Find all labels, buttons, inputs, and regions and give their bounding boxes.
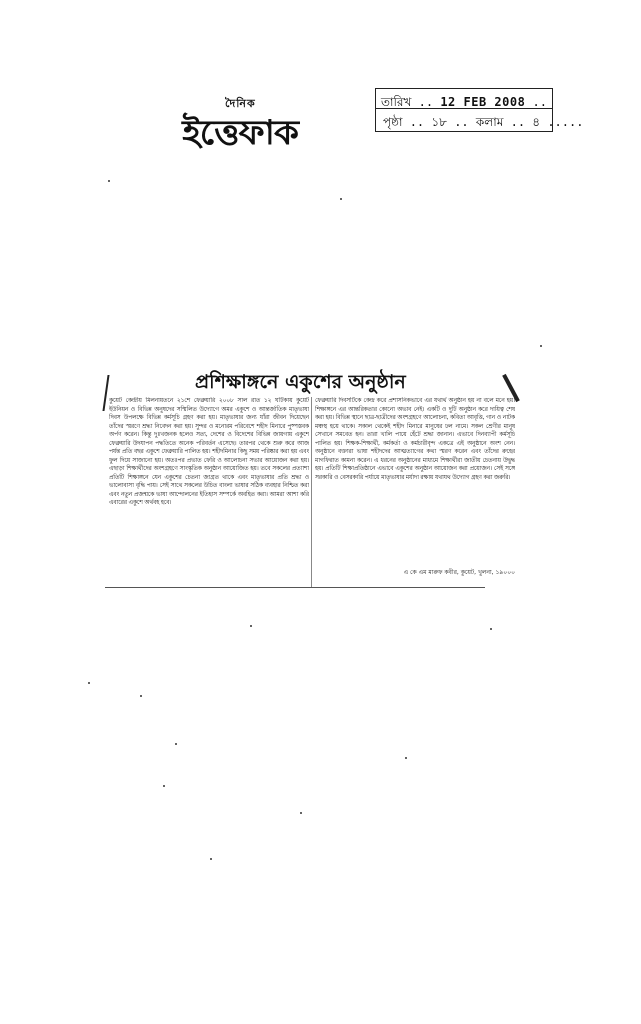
masthead-daily-label: দৈনিক bbox=[225, 97, 256, 110]
scan-speck bbox=[163, 785, 165, 787]
stamp-column-label: কলাম bbox=[475, 115, 504, 129]
scan-speck bbox=[405, 757, 407, 759]
article-headline: প্রশিক্ষাঙ্গনে একুশের অনুষ্ঠান bbox=[195, 371, 406, 393]
stamp-page-label: পৃষ্ঠা bbox=[383, 115, 403, 129]
clipping-bottom-edge bbox=[105, 587, 485, 588]
scan-speck bbox=[108, 180, 110, 182]
newspaper-masthead bbox=[182, 95, 335, 155]
scan-speck bbox=[340, 198, 342, 200]
scan-speck bbox=[210, 858, 212, 860]
scan-speck bbox=[300, 812, 302, 814]
column-divider bbox=[311, 397, 312, 587]
scan-speck bbox=[540, 345, 542, 347]
stamp-date: 12 FEB 2008 bbox=[440, 95, 526, 109]
scan-speck bbox=[250, 625, 252, 627]
stamp-column: ৪ bbox=[532, 115, 541, 129]
article-byline: এ কে এম মারুফ কবীর, কুয়েট, খুলনা, ১৯০০০ bbox=[403, 569, 515, 576]
stamp-page: ১৮ bbox=[431, 115, 447, 129]
masthead-title: ইত্তেফাক bbox=[182, 113, 298, 153]
newspaper-clipping bbox=[105, 365, 521, 597]
stamp-date-label: তারিখ bbox=[381, 95, 412, 109]
scan-speck bbox=[175, 743, 177, 745]
scan-speck bbox=[140, 695, 142, 697]
date-stamp: তারিখ .. 12 FEB 2008 .. পৃষ্ঠা .. ১৮ .. কলাম .. ৪ ..... bbox=[375, 88, 555, 134]
article-column-left: কুয়েট কেন্দ্রীয় মিলনায়তনে ২১শে ফেব্রুয়ারি ২০০৮ সাল রাত ১২ ঘটিকায় কুয়েট ইউনিয়ন ও বিভিন্ন অনুষদের সম্মিলিত উদ্যোগে অমর একুশে ও আন্তর্জাতিক মাতৃভাষা দিবস উপলক্ষে বিভিন্ন কর্মসূচি গ্রহণ করা হয়। মাতৃভাষার জন্য যাঁরা জীবন দিয়েছেন তাঁদের স্মরণে শ্রদ্ধা নিবেদন করা হয়। সুন্দর ও মনোরম পরিবেশে শহীদ মিনারে পুষ্পস্তবক অর্পণ করেন। কিন্তু দুঃখজনক হলেও সত্য, দেশের ও বিদেশের বিভিন্ন জায়গায় একুশে ফেব্রুয়ারি উদযাপন পদ্ধতিতে অনেক পরিবর্তন এসেছে। তারপর থেকে শুরু করে আজ পর্যন্ত প্রতি বছর একুশে ফেব্রুয়ারি পালিত হয়। শহীদমিনার কিছু সময় পরিষ্কার করা হয় এবং ফুল দিয়ে সাজানো হয়। অতঃপর প্রভাত ফেরি ও আলোচনা সভার আয়োজন করা হয়। এছাড়া শিক্ষার্থীদের অংশগ্রহণে সাংস্কৃতিক অনুষ্ঠান আয়োজিত হয়। তবে সকলের প্রত্যাশা প্রতিটি শিক্ষাঙ্গনে যেন একুশের চেতনা জাগ্রত থাকে এবং মাতৃভাষার প্রতি শ্রদ্ধা ও ভালোবাসা বৃদ্ধি পায়। সেই সাথে সকলের উচিত বাংলা ভাষার সঠিক ব্যবহার নিশ্চিত করা এবং নতুন প্রজন্মকে ভাষা আন্দোলনের ইতিহাস সম্পর্কে অবহিত করা। আমরা আশা করি এবারের একুশে অর্থবহ হবে। bbox=[109, 397, 309, 506]
scan-speck bbox=[88, 682, 90, 684]
scan-speck bbox=[490, 628, 492, 630]
article-column-right: ফেব্রুয়ারি দিবসটিকে কেন্দ্র করে প্রশাসনিকভাবে এর যথার্থ অনুষ্ঠান হয় না বলে মনে হয়। শিক্ষাঙ্গনে এর আন্তরিকতার কোনো অভাব নেই। একটি ও দুটি অনুষ্ঠান করে দায়িত্ব শেষ করা হয়। বিভিন্ন স্থানে ছাত্র-ছাত্রীদের অংশগ্রহণে আলোচনা, কবিতা আবৃত্তি, গান ও নাটক মঞ্চস্থ হয়ে থাকে। সকাল থেকেই শহীদ মিনারে মানুষের ঢল নামে। সকল শ্রেণীর মানুষ সেখানে সমবেত হন। তারা খালি পায়ে হেঁটে শ্রদ্ধা জানান। এভাবে দিনব্যাপী কর্মসূচি পালিত হয়। শিক্ষক-শিক্ষার্থী, কর্মকর্তা ও কর্মচারীবৃন্দ একত্রে এই অনুষ্ঠানে অংশ নেন। অনুষ্ঠানে বক্তারা ভাষা শহীদদের আত্মত্যাগের কথা স্মরণ করেন এবং তাঁদের রুহের মাগফিরাত কামনা করেন। এ ধরনের অনুষ্ঠানের মাধ্যমে শিক্ষার্থীরা জাতীয় চেতনায় উদ্বুদ্ধ হয়। প্রতিটি শিক্ষাপ্রতিষ্ঠানে এভাবে একুশের অনুষ্ঠান আয়োজন করা প্রয়োজন। সেই সঙ্গে সরকারি ও বেসরকারি পর্যায়ে মাতৃভাষার মর্যাদা রক্ষায় যথাযথ উদ্যোগ গ্রহণ করা জরুরি। bbox=[315, 397, 515, 481]
